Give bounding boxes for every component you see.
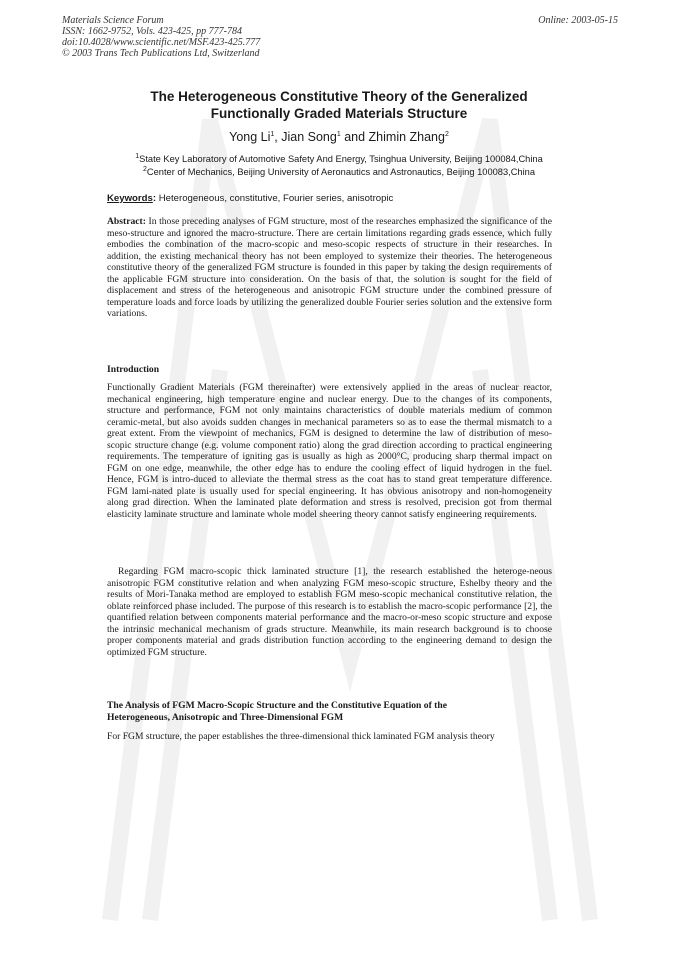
intro-paragraph-1: Functionally Gradient Materials (FGM thereinafter) were extensively applied in the areas of nuclear reactor, mechanical engineering, high temperature engine and nuclear energy. Due to the changes of its components, structure and performance, FGM not only maintains characteristics of double materials medium of common ceramic-metal, but also avoids sudden changes in mechanical parameters so as to ease the thermal mismatch to a great extent. From the viewpoint of mechanics, FGM is designed to determine the law of distribution of meso-scopic structure change (e.g. volume component ratio) along the grad direction according to practical engineering requirements. The temperature of igniting gas is usually as high as 2000°C, producing sharp thermal impact on FGM on one edge, meanwhile, the other edge has to endure the cooling effect of liquid hydrogen in the fuel. Hence, FGM is intro-duced to alleviate the thermal stress as the coat has to stand great temperature difference. FGM lami-nated plate is usually used for special engineering. It has obvious anisotropy and non-homogeneity along grad direction. When the laminated plate deformation and stress is resolved, precision got from thermal elasticity laminate structure and laminate whole model sheering theory cannot satisfy engineering requirements. <box>107 382 552 520</box>
title-line-1: The Heterogeneous Constitutive Theory of the Generalized <box>150 89 528 104</box>
author-2: , Jian Song <box>274 130 337 144</box>
copyright-line: © 2003 Trans Tech Publications Ltd, Switzerland <box>62 48 260 59</box>
issn-line: ISSN: 1662-9752, Vols. 423-425, pp 777-784 <box>62 26 242 37</box>
affiliation-1: $^1$State Key Laboratory of Automotive Safety And Energy, Tsinghua University, Beijing 100084,China <box>135 153 543 165</box>
section-2-heading: The Analysis of FGM Macro-Scopic Structure and the Constitutive Equation of the Heterogeneous, Anisotropic and Three-Dimensional FGM <box>107 700 447 723</box>
author-3: and Zhimin Zhang <box>340 130 445 144</box>
title-line-2: Functionally Graded Materials Structure <box>210 106 468 121</box>
author-2-affil-mark: 1 <box>336 130 341 138</box>
abstract-text: In those preceding analyses of FGM structure, most of the researches emphasized the significance of the meso-structure and ignored the macro-structure. There are certain limitations regarding grads essence, which fully embodies the combination of the macro-scopic and meso-scopic respects of structure in their researches. In addition, the existing mechanical theory has not been employed to systemize their theories. The heterogeneous constitutive theory of the generalized FGM structure is founded in this paper by taking the design requirements of the applicable FGM structure into consideration. On the basis of that, the solution is sought for the field of displacement and stress of the heterogeneous and anisotropic FGM structure under the combined pressure of temperature loads and force loads by utilizing the generalized double Fourier series solution and the extensive form variations. <box>107 216 552 319</box>
intro-heading: Introduction <box>107 364 160 375</box>
online-date: Online: 2003-05-15 <box>538 15 618 26</box>
abstract-label: Abstract: <box>107 216 146 227</box>
keywords-text: Heterogeneous, constitutive, Fourier series, anisotropic <box>156 193 394 204</box>
intro-paragraph-2: Regarding FGM macro-scopic thick laminated structure [1], the research established the heteroge-neous anisotropic FGM constitutive relation and when analyzing FGM meso-scopic structure, Eshelby theory and the results of Mori-Tanaka method are employed to establish FGM meso-scopic mechanical constitutive relation, the oblate reinforced phase included. The purpose of this research is to establish the macro-scopic performance [2], the quantified relation between components material performance and the macro-or-meso scopic structure and expose the intrinsic mechanical mechanism of grads structure. Meanwhile, its main research background is to choose proper components material and grads distribution function according to the engineering demand to design the optimized FGM structure. <box>107 566 552 658</box>
journal-header <box>62 15 618 59</box>
abstract <box>107 216 552 320</box>
section-2-paragraph-1: For FGM structure, the paper establishes the three-dimensional thick laminated FGM analysis theory <box>107 731 495 742</box>
keywords: Keywords: Heterogeneous, constitutive, Fourier series, anisotropic <box>107 193 394 204</box>
paper-title <box>100 88 578 122</box>
doi-line[interactable]: doi:10.4028/www.scientific.net/MSF.423-425.777 <box>62 37 261 48</box>
author-1-affil-mark: 1 <box>270 130 275 138</box>
journal-name: Materials Science Forum <box>62 15 164 26</box>
affiliation-2: $^2$Center of Mechanics, Beijing University of Aeronautics and Astronautics, Beijing 100083,China <box>142 166 535 178</box>
keywords-label: Keywords <box>107 193 153 204</box>
author-list <box>100 130 578 144</box>
author-3-affil-mark: 2 <box>444 130 449 138</box>
author-1: Yong Li <box>229 130 271 144</box>
